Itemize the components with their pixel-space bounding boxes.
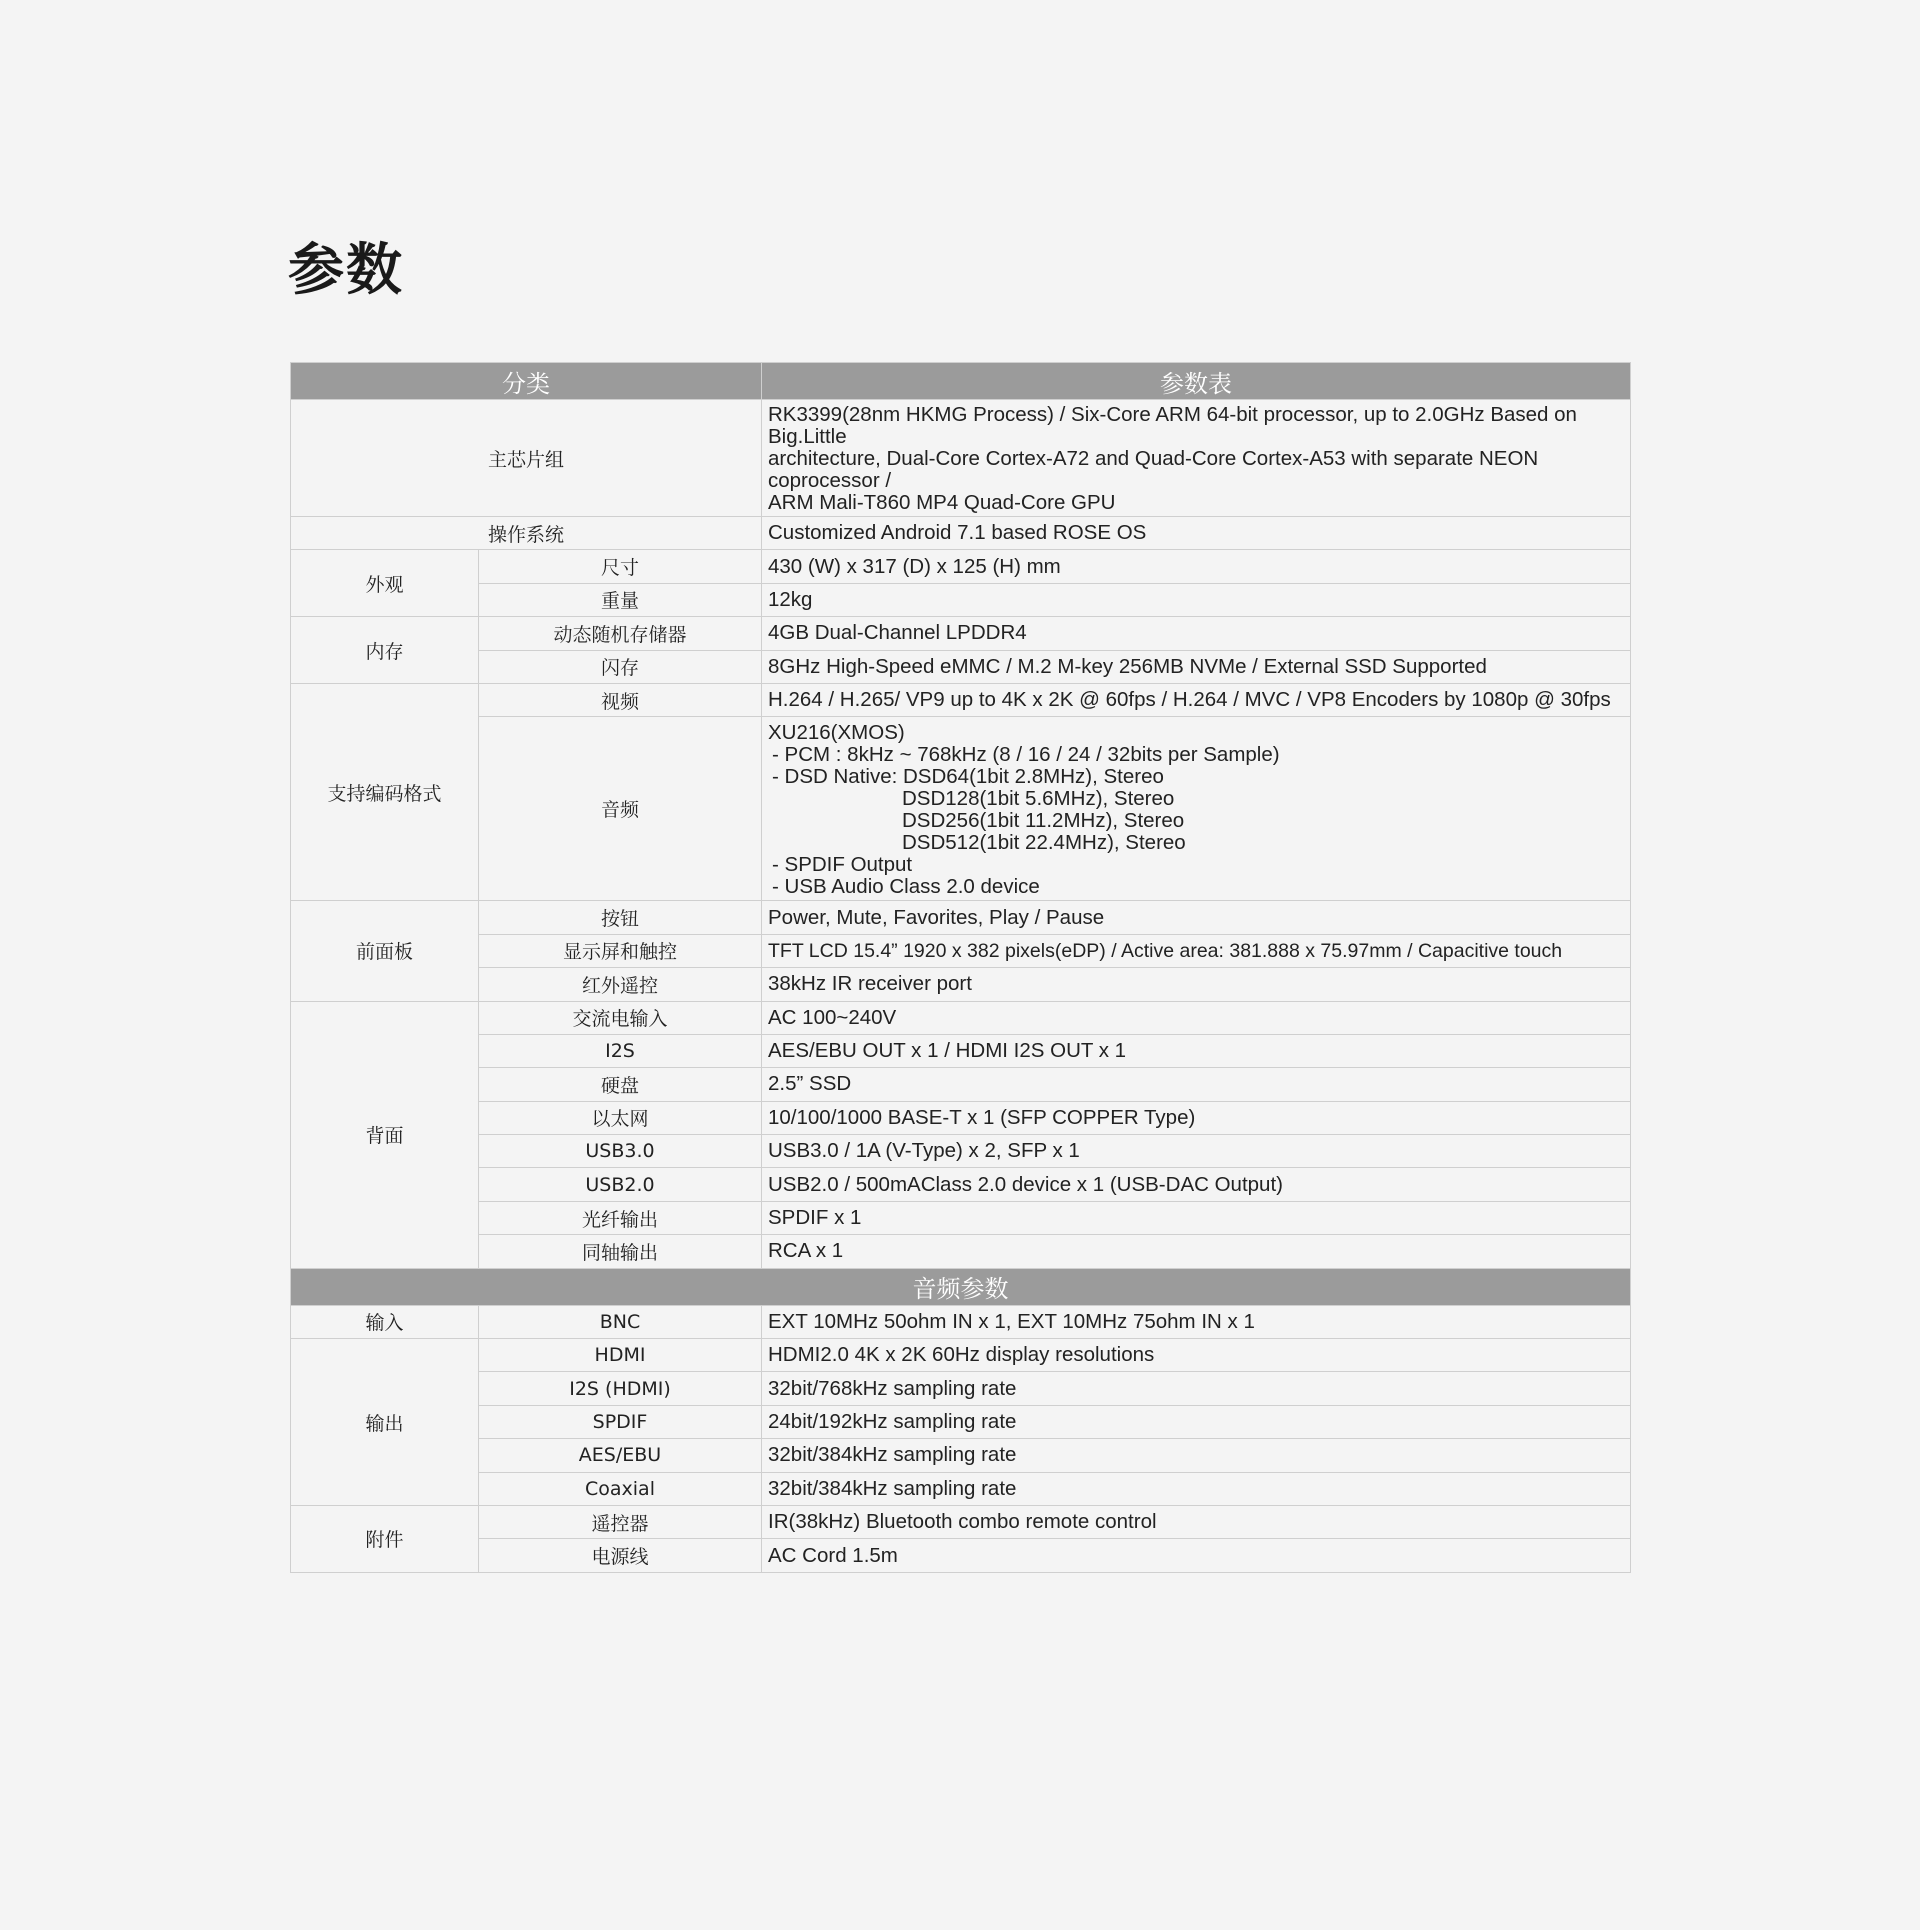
table-row: [291, 550, 1631, 583]
table-row: [291, 1001, 1631, 1034]
row-label-ethernet: 以太网: [479, 1101, 762, 1134]
chipset-line: architecture, Dual-Core Cortex-A72 and Quad-Core Cortex-A53 with separate NEON coprocessor /: [768, 447, 1539, 492]
table-row: [291, 1235, 1631, 1268]
row-label-bnc: BNC: [479, 1305, 762, 1338]
row-label-buttons: 按钮: [479, 901, 762, 934]
audio-line: - PCM : 8kHz ~ 768kHz (8 / 16 / 24 / 32bits per Sample): [772, 742, 1280, 766]
row-value-coax: RCA x 1: [762, 1235, 1631, 1268]
row-value-hdmi: HDMI2.0 4K x 2K 60Hz display resolutions: [762, 1339, 1631, 1372]
group-accessories: 附件: [291, 1505, 479, 1572]
table-row: [291, 717, 1631, 901]
row-value-video: H.264 / H.265/ VP9 up to 4K x 2K @ 60fps / H.264 / MVC / VP8 Encoders by 1080p @ 30fps: [762, 683, 1631, 716]
row-value-audio: [762, 717, 1631, 901]
row-value-weight: 12kg: [762, 583, 1631, 616]
table-row: [291, 400, 1631, 517]
section-title-audio: 音频参数: [291, 1268, 1631, 1305]
row-label-coaxial: Coaxial: [479, 1472, 762, 1505]
row-value-i2s: AES/EBU OUT x 1 / HDMI I2S OUT x 1: [762, 1034, 1631, 1067]
group-input: 输入: [291, 1305, 479, 1338]
table-header-row: [291, 363, 1631, 400]
row-label-aes: AES/EBU: [479, 1439, 762, 1472]
group-front: 前面板: [291, 901, 479, 1001]
row-label-remote: 遥控器: [479, 1505, 762, 1538]
row-label-usb2: USB2.0: [479, 1168, 762, 1201]
row-value-coaxial: 32bit/384kHz sampling rate: [762, 1472, 1631, 1505]
row-value-ethernet: 10/100/1000 BASE-T x 1 (SFP COPPER Type): [762, 1101, 1631, 1134]
row-label-i2s-hdmi: I2S (HDMI): [479, 1372, 762, 1405]
table-row: [291, 1068, 1631, 1101]
row-label-ac: 交流电输入: [479, 1001, 762, 1034]
row-label-ir: 红外遥控: [479, 968, 762, 1001]
header-category: 分类: [291, 363, 762, 400]
group-appearance: 外观: [291, 550, 479, 617]
table-row: [291, 1439, 1631, 1472]
group-memory: 内存: [291, 617, 479, 684]
row-label-i2s: I2S: [479, 1034, 762, 1067]
row-value-bnc: EXT 10MHz 50ohm IN x 1, EXT 10MHz 75ohm IN x 1: [762, 1305, 1631, 1338]
table-row: [291, 1305, 1631, 1338]
page-title: 参数: [288, 238, 404, 303]
row-label-os: 操作系统: [291, 517, 762, 550]
table-row: [291, 650, 1631, 683]
chipset-line: RK3399(28nm HKMG Process) / Six-Core ARM 64-bit processor, up to 2.0GHz Based on Big.Little: [768, 403, 1577, 448]
table-row: [291, 1168, 1631, 1201]
row-value-i2s-hdmi: 32bit/768kHz sampling rate: [762, 1372, 1631, 1405]
row-value-usb3: USB3.0 / 1A (V-Type) x 2, SFP x 1: [762, 1135, 1631, 1168]
row-label-usb3: USB3.0: [479, 1135, 762, 1168]
group-output: 输出: [291, 1339, 479, 1506]
row-value-size: 430 (W) x 317 (D) x 125 (H) mm: [762, 550, 1631, 583]
table-row: [291, 1539, 1631, 1572]
row-label-coax: 同轴输出: [479, 1235, 762, 1268]
row-label-disk: 硬盘: [479, 1068, 762, 1101]
table-row: [291, 1339, 1631, 1372]
audio-line: - SPDIF Output: [772, 852, 913, 876]
group-codec: 支持编码格式: [291, 683, 479, 900]
group-rear: 背面: [291, 1001, 479, 1268]
table-row: [291, 1505, 1631, 1538]
row-value-ram: 4GB Dual-Channel LPDDR4: [762, 617, 1631, 650]
row-value-usb2: USB2.0 / 500mAClass 2.0 device x 1 (USB-DAC Output): [762, 1168, 1631, 1201]
table-row: [291, 1472, 1631, 1505]
row-label-audio: 音频: [479, 717, 762, 901]
audio-line: DSD256(1bit 11.2MHz), Stereo: [902, 808, 1185, 832]
row-value-ir: 38kHz IR receiver port: [762, 968, 1631, 1001]
row-label-video: 视频: [479, 683, 762, 716]
audio-line: - USB Audio Class 2.0 device: [772, 874, 1040, 898]
row-value-display: TFT LCD 15.4” 1920 x 382 pixels(eDP) / Active area: 381.888 x 75.97mm / Capacitive touch: [762, 934, 1631, 967]
row-label-size: 尺寸: [479, 550, 762, 583]
row-value-optical: SPDIF x 1: [762, 1201, 1631, 1234]
table-row: [291, 517, 1631, 550]
table-row: [291, 934, 1631, 967]
header-spec: 参数表: [762, 363, 1631, 400]
row-value-spdif: 24bit/192kHz sampling rate: [762, 1405, 1631, 1438]
row-label-ram: 动态随机存储器: [479, 617, 762, 650]
row-value-os: Customized Android 7.1 based ROSE OS: [762, 517, 1631, 550]
row-label-spdif: SPDIF: [479, 1405, 762, 1438]
spec-table: [290, 362, 1631, 1573]
table-row: [291, 901, 1631, 934]
row-value-buttons: Power, Mute, Favorites, Play / Pause: [762, 901, 1631, 934]
row-value-ac: AC 100~240V: [762, 1001, 1631, 1034]
audio-line: DSD128(1bit 5.6MHz), Stereo: [902, 786, 1175, 810]
table-row: [291, 1135, 1631, 1168]
table-row: [291, 583, 1631, 616]
row-label-flash: 闪存: [479, 650, 762, 683]
section-header-row: [291, 1268, 1631, 1305]
table-row: [291, 683, 1631, 716]
chipset-line: ARM Mali-T860 MP4 Quad-Core GPU: [768, 491, 1116, 514]
row-label-power-cord: 电源线: [479, 1539, 762, 1572]
table-row: [291, 968, 1631, 1001]
row-value-disk: 2.5” SSD: [762, 1068, 1631, 1101]
row-label-display: 显示屏和触控: [479, 934, 762, 967]
row-label-hdmi: HDMI: [479, 1339, 762, 1372]
row-label-weight: 重量: [479, 583, 762, 616]
audio-line: - DSD Native: DSD64(1bit 2.8MHz), Stereo: [772, 764, 1164, 788]
table-row: [291, 1405, 1631, 1438]
row-label-chipset: 主芯片组: [291, 400, 762, 517]
row-value-flash: 8GHz High-Speed eMMC / M.2 M-key 256MB NVMe / External SSD Supported: [762, 650, 1631, 683]
row-value-remote: IR(38kHz) Bluetooth combo remote control: [762, 1505, 1631, 1538]
table-row: [291, 1372, 1631, 1405]
table-row: [291, 1101, 1631, 1134]
table-row: [291, 617, 1631, 650]
table-row: [291, 1034, 1631, 1067]
row-value-aes: 32bit/384kHz sampling rate: [762, 1439, 1631, 1472]
row-value-chipset: [762, 400, 1631, 517]
row-value-power-cord: AC Cord 1.5m: [762, 1539, 1631, 1572]
table-row: [291, 1201, 1631, 1234]
audio-line: DSD512(1bit 22.4MHz), Stereo: [902, 830, 1186, 854]
audio-line: XU216(XMOS): [768, 720, 905, 744]
row-label-optical: 光纤输出: [479, 1201, 762, 1234]
